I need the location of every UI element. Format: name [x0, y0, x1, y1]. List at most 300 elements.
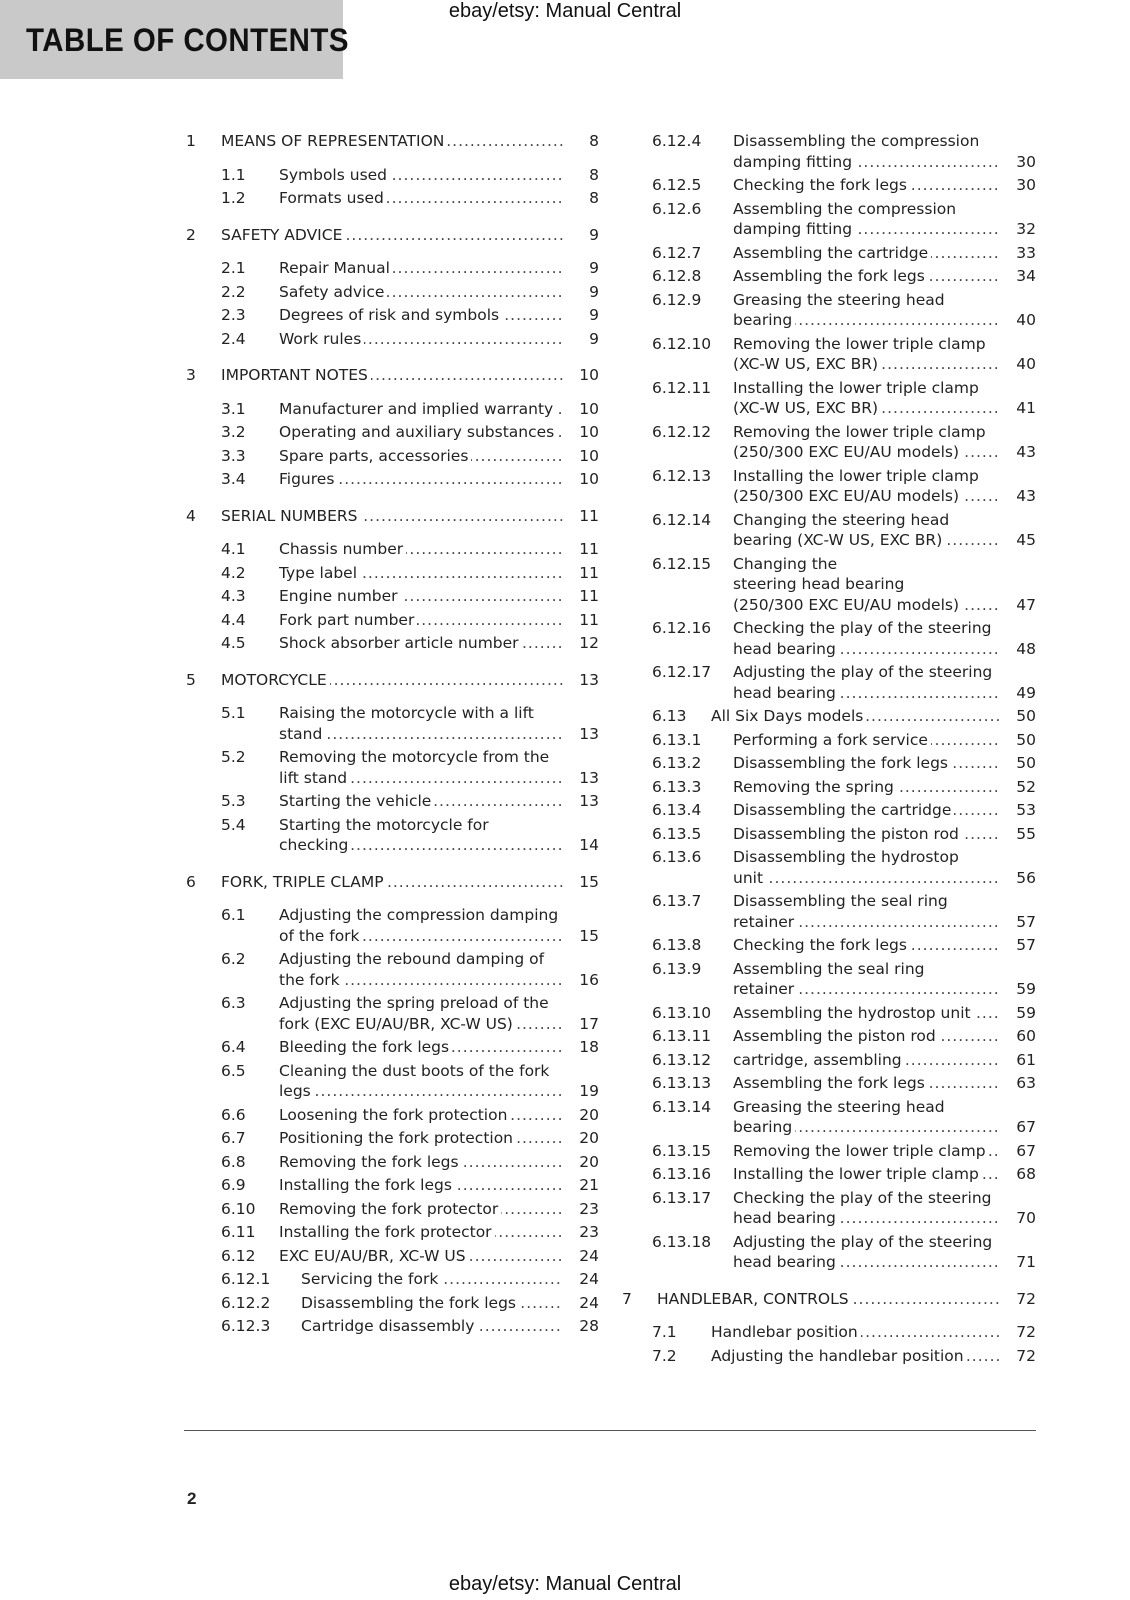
- toc-entry-page: 13: [563, 670, 599, 691]
- toc-entry[interactable]: [622, 935, 1036, 956]
- toc-entry-title-text: retainer: [733, 913, 797, 931]
- toc-entry-title: Raising the motorcycle with a lift: [279, 704, 534, 722]
- toc-entry-title: [733, 979, 1000, 1000]
- toc-entry-title: [733, 800, 1000, 821]
- toc-entry-page: 70: [1000, 1208, 1036, 1229]
- toc-entry-title: [733, 595, 1000, 616]
- toc-entry[interactable]: [186, 399, 599, 420]
- entry-spacer: [186, 654, 599, 657]
- toc-entry-title: [279, 1014, 563, 1035]
- toc-entry-page: 45: [1000, 530, 1036, 551]
- toc-entry-title: Greasing the steering head: [733, 1097, 945, 1116]
- toc-entry-page: 10: [563, 446, 599, 467]
- toc-column-left: [186, 131, 599, 1340]
- toc-entry[interactable]: [186, 282, 599, 303]
- toc-entry-title: Changing the steering head: [733, 510, 950, 529]
- toc-entry[interactable]: [622, 730, 1036, 751]
- toc-entry-number: 5.4: [221, 815, 246, 834]
- toc-entry[interactable]: [622, 1050, 1036, 1071]
- toc-entry-title: [733, 1050, 1000, 1071]
- toc-entry[interactable]: [622, 1208, 1036, 1229]
- toc-entry-title-text: Degrees of risk and symbols: [279, 306, 502, 324]
- toc-entry[interactable]: [186, 563, 599, 584]
- toc-entry-number: 4.2: [221, 563, 246, 582]
- toc-entry-title: [221, 872, 563, 893]
- toc-entry[interactable]: [622, 219, 1036, 240]
- toc-entry-page: 9: [563, 258, 599, 279]
- toc-entry-page: 16: [563, 970, 599, 991]
- toc-entry-title-text: bearing: [733, 1118, 795, 1136]
- toc-column-right: [622, 131, 1036, 1369]
- toc-entry[interactable]: [622, 1164, 1036, 1185]
- toc-entry[interactable]: [622, 1117, 1036, 1138]
- toc-entry-title: [279, 724, 563, 745]
- toc-entry-title: [221, 131, 563, 152]
- toc-entry-page: 21: [563, 1175, 599, 1196]
- toc-entry-title-text: legs: [279, 1082, 314, 1100]
- toc-entry-title-text: Assembling the piston rod: [733, 1027, 939, 1045]
- toc-entry-title: [279, 768, 563, 789]
- toc-entry[interactable]: [622, 398, 1036, 419]
- toc-entry-title: [733, 824, 1000, 845]
- toc-entry-title: [733, 639, 1000, 660]
- toc-entry-number: 6.10: [221, 1199, 256, 1218]
- toc-entry-title: [279, 305, 563, 326]
- toc-entry[interactable]: [622, 1346, 1036, 1367]
- toc-entry-title-text: head bearing: [733, 1209, 839, 1227]
- toc-entry-title: Adjusting the play of the steering: [733, 1232, 993, 1251]
- toc-entry-title: Cleaning the dust boots of the fork: [279, 1061, 550, 1080]
- toc-entry-title: [733, 442, 1000, 463]
- toc-entry-title: Checking the play of the steering: [733, 619, 992, 637]
- toc-entry[interactable]: [186, 1246, 599, 1267]
- toc-entry[interactable]: [622, 290, 1036, 311]
- toc-entry[interactable]: [186, 815, 599, 836]
- toc-entry[interactable]: [622, 175, 1036, 196]
- toc-entry[interactable]: [186, 872, 599, 893]
- toc-entry[interactable]: [622, 310, 1036, 331]
- toc-entry-number: 7.1: [652, 1323, 677, 1341]
- toc-entry[interactable]: [622, 442, 1036, 463]
- toc-entry-title-text: head bearing: [733, 1253, 839, 1271]
- toc-entry-title-text: of the fork: [279, 927, 363, 945]
- toc-entry-number: 4.4: [221, 610, 246, 629]
- toc-entry-number: 6.8: [221, 1152, 246, 1171]
- toc-entry-number: 6.12.17: [652, 663, 712, 681]
- toc-entry-title: [733, 1164, 1000, 1185]
- toc-entry[interactable]: [186, 1128, 599, 1149]
- toc-entry[interactable]: [186, 905, 599, 926]
- toc-entry[interactable]: [186, 1316, 599, 1337]
- toc-entry[interactable]: [622, 777, 1036, 798]
- toc-entry-page: 23: [563, 1199, 599, 1220]
- toc-entry-number: 6.9: [221, 1176, 246, 1194]
- toc-entry[interactable]: [622, 266, 1036, 287]
- toc-entry-title: Adjusting the rebound damping of: [279, 950, 545, 968]
- toc-entry-number: 6.12.15: [652, 554, 712, 573]
- toc-entry[interactable]: [186, 970, 599, 991]
- toc-entry-page: 8: [563, 131, 599, 152]
- toc-entry-number: 2.4: [221, 329, 246, 348]
- toc-entry[interactable]: [622, 847, 1036, 868]
- toc-entry-page: 19: [563, 1081, 599, 1102]
- toc-entry-page: 56: [1000, 868, 1036, 889]
- toc-entry-page: 24: [563, 1293, 599, 1314]
- toc-entry[interactable]: [186, 1037, 599, 1058]
- toc-entry-number: 6.2: [221, 950, 246, 968]
- toc-entry-title: [279, 282, 563, 303]
- toc-entry-page: 47: [1000, 595, 1036, 616]
- toc-entry[interactable]: [622, 1097, 1036, 1118]
- toc-entry-page: 14: [563, 835, 599, 856]
- toc-entry-number: 6.13.3: [652, 777, 702, 796]
- toc-entry-title: Installing the lower triple clamp: [733, 378, 979, 397]
- toc-entry[interactable]: [622, 979, 1036, 1000]
- toc-entry[interactable]: [186, 1061, 599, 1082]
- toc-entry-number: 6.12: [221, 1246, 256, 1265]
- toc-entry[interactable]: [622, 1188, 1036, 1209]
- toc-entry-title: [733, 1073, 1000, 1094]
- toc-entry-title-text: Fork part number: [279, 611, 417, 629]
- toc-entry-title-text: Checking the fork legs: [733, 936, 910, 954]
- toc-entry-title-text: Repair Manual: [279, 259, 393, 277]
- toc-entry-title: [279, 1128, 563, 1149]
- toc-entry[interactable]: [186, 446, 599, 467]
- toc-entry[interactable]: [186, 469, 599, 490]
- toc-entry-number: 2.1: [221, 259, 246, 277]
- toc-entry-title: [279, 1152, 563, 1173]
- toc-entry[interactable]: [622, 422, 1036, 443]
- toc-entry[interactable]: [186, 1014, 599, 1035]
- toc-entry-title-text: All Six Days models: [711, 707, 866, 725]
- toc-entry-title-text: checking: [279, 836, 351, 854]
- toc-entry-number: 6.13.8: [652, 936, 702, 954]
- toc-entry-page: 53: [1000, 800, 1036, 821]
- toc-entry[interactable]: [622, 510, 1036, 531]
- toc-entry-title: [279, 1222, 563, 1243]
- toc-entry-title: [279, 165, 563, 186]
- toc-entry-page: 10: [563, 422, 599, 443]
- toc-entry-number: 6.6: [221, 1105, 246, 1124]
- toc-entry-page: 30: [1000, 175, 1036, 196]
- toc-entry[interactable]: [186, 633, 599, 654]
- toc-entry-number: 6.12.1: [221, 1270, 271, 1288]
- toc-entry-title-text: Performing a fork service: [733, 731, 931, 749]
- toc-entry-title-text: Disassembling the fork legs: [733, 754, 951, 772]
- toc-entry[interactable]: [186, 165, 599, 186]
- toc-entry-page: 23: [563, 1222, 599, 1243]
- toc-entry-title-text: Adjusting the handlebar position: [711, 1347, 967, 1365]
- toc-entry-title-text: EXC EU/AU/BR, XC-W US: [279, 1247, 469, 1265]
- toc-entry-page: 67: [1000, 1141, 1036, 1162]
- toc-entry[interactable]: [186, 703, 599, 724]
- toc-entry[interactable]: [186, 305, 599, 326]
- toc-entry[interactable]: [186, 1293, 599, 1314]
- toc-entry-number: 6.12.14: [652, 510, 712, 529]
- toc-entry[interactable]: [622, 891, 1036, 912]
- toc-entry-page: 30: [1000, 152, 1036, 173]
- toc-entry[interactable]: [622, 466, 1036, 487]
- toc-entry-title: Starting the motorcycle for: [279, 815, 489, 834]
- toc-entry-page: 9: [563, 282, 599, 303]
- toc-entry-title-text: head bearing: [733, 640, 839, 658]
- toc-entry[interactable]: [186, 791, 599, 812]
- toc-entry-title-text: Disassembling the fork legs: [301, 1294, 519, 1312]
- toc-entry-title-text: Engine number: [279, 587, 401, 605]
- toc-entry[interactable]: [186, 539, 599, 560]
- toc-entry-title-text: retainer: [733, 980, 797, 998]
- toc-entry-number: 6.13.12: [652, 1050, 712, 1069]
- toc-entry[interactable]: [622, 662, 1036, 683]
- toc-entry-number: 4.1: [221, 540, 246, 558]
- entry-spacer: [622, 1273, 1036, 1276]
- toc-entry-number: 6.12.7: [652, 243, 702, 262]
- toc-entry[interactable]: [622, 530, 1036, 551]
- toc-entry[interactable]: [622, 486, 1036, 507]
- toc-entry-page: 72: [1000, 1322, 1036, 1343]
- entry-spacer: [186, 349, 599, 352]
- toc-entry-title-text: the fork: [279, 971, 343, 989]
- toc-entry-page: 68: [1000, 1164, 1036, 1185]
- toc-entry[interactable]: [622, 334, 1036, 355]
- toc-entry-number: 6.13: [652, 707, 687, 725]
- toc-entry[interactable]: [622, 595, 1036, 616]
- toc-entry-title: [733, 219, 1000, 240]
- toc-entry[interactable]: [622, 199, 1036, 220]
- toc-entry-page: 55: [1000, 824, 1036, 845]
- toc-entry-title-text: Handlebar position: [711, 1323, 861, 1341]
- footer-rule: [184, 1430, 1036, 1431]
- toc-entry[interactable]: [186, 258, 599, 279]
- toc-entry[interactable]: [622, 574, 1036, 595]
- toc-entry-number: 6.12.8: [652, 267, 702, 285]
- toc-entry[interactable]: [622, 706, 1036, 727]
- toc-entry[interactable]: [186, 768, 599, 789]
- toc-entry-number: 6.13.16: [652, 1165, 712, 1183]
- toc-entry[interactable]: [622, 868, 1036, 889]
- toc-entry[interactable]: [622, 378, 1036, 399]
- toc-entry[interactable]: [186, 329, 599, 350]
- toc-entry-title: [733, 398, 1000, 419]
- toc-entry-title: [279, 258, 563, 279]
- toc-entry-number: 4.3: [221, 587, 246, 605]
- toc-entry-number: 2.3: [221, 306, 246, 324]
- toc-entry-page: 11: [563, 610, 599, 631]
- toc-entry-number: 6.13.1: [652, 730, 702, 749]
- toc-entry-page: 11: [563, 563, 599, 584]
- toc-entry-title: Disassembling the seal ring: [733, 892, 948, 910]
- toc-entry-title-text: cartridge, assembling: [733, 1051, 905, 1069]
- toc-entry[interactable]: [622, 753, 1036, 774]
- toc-entry[interactable]: [622, 554, 1036, 575]
- toc-entry[interactable]: [622, 1322, 1036, 1343]
- toc-entry-number: 6.13.9: [652, 959, 702, 978]
- toc-entry[interactable]: [622, 1141, 1036, 1162]
- toc-entry-title-text: fork (EXC EU/AU/BR, XC-W US): [279, 1015, 516, 1033]
- toc-entry-title: [279, 1037, 563, 1058]
- entry-spacer: [622, 1366, 1036, 1369]
- toc-entry[interactable]: [622, 1289, 1036, 1310]
- toc-entry[interactable]: [622, 1232, 1036, 1253]
- toc-entry-number: 6.13.17: [652, 1188, 712, 1207]
- toc-entry-number: 6.12.4: [652, 132, 702, 150]
- toc-entry-page: 10: [563, 365, 599, 386]
- toc-entry[interactable]: [186, 422, 599, 443]
- toc-entry-title: [733, 175, 1000, 196]
- toc-entry-title: [733, 1208, 1000, 1229]
- toc-entry-page: 49: [1000, 683, 1036, 704]
- toc-entry-number: 6.13.6: [652, 848, 702, 866]
- toc-entry[interactable]: [186, 993, 599, 1014]
- toc-entry[interactable]: [622, 800, 1036, 821]
- toc-entry-number: 1.2: [221, 189, 246, 207]
- toc-entry-title-text: Removing the lower triple clamp: [733, 1142, 989, 1160]
- toc-entry-page: 13: [563, 791, 599, 812]
- toc-entry-title: [221, 365, 563, 386]
- toc-entry-number: 6.12.16: [652, 619, 712, 637]
- toc-entry-page: 9: [563, 329, 599, 350]
- toc-entry-number: 6.13.2: [652, 754, 702, 772]
- toc-entry-title: [733, 1252, 1000, 1273]
- toc-entry[interactable]: [186, 225, 599, 246]
- toc-entry-page: 15: [563, 872, 599, 893]
- toc-entry-title-text: FORK, TRIPLE CLAMP: [221, 873, 387, 891]
- toc-entry-page: 11: [563, 586, 599, 607]
- toc-entry-number: 6.12.9: [652, 290, 702, 309]
- toc-entry-number: 5.1: [221, 704, 246, 722]
- toc-entry[interactable]: [186, 188, 599, 209]
- toc-entry-title-text: Checking the fork legs: [733, 176, 910, 194]
- toc-entry[interactable]: [622, 131, 1036, 152]
- toc-entry-number: 6.13.4: [652, 801, 702, 819]
- toc-entry-number: 6.12.11: [652, 378, 712, 397]
- toc-entry-number: 3.3: [221, 446, 246, 465]
- toc-entry[interactable]: [186, 1222, 599, 1243]
- toc-entry[interactable]: [186, 1175, 599, 1196]
- toc-entry-page: 10: [563, 469, 599, 490]
- toc-entry-title-text: bearing (XC-W US, EXC BR): [733, 531, 945, 549]
- toc-entry[interactable]: [186, 365, 599, 386]
- toc-entry-title: [279, 586, 563, 607]
- toc-entry[interactable]: [186, 1105, 599, 1126]
- toc-entry-number: 6.13.13: [652, 1074, 712, 1092]
- toc-entry-number: 6.12.3: [221, 1317, 271, 1335]
- toc-entry[interactable]: [622, 243, 1036, 264]
- toc-entry-title: [733, 486, 1000, 507]
- toc-entry[interactable]: [622, 1252, 1036, 1273]
- toc-entry-title: [733, 730, 1000, 751]
- toc-entry[interactable]: [622, 824, 1036, 845]
- toc-entry-page: 11: [563, 506, 599, 527]
- toc-entry-title-text: HANDLEBAR, CONTROLS: [657, 1290, 852, 1308]
- toc-entry-title-text: Shock absorber article number: [279, 634, 522, 652]
- toc-entry-number: 1: [186, 132, 196, 150]
- toc-entry-page: 48: [1000, 639, 1036, 660]
- toc-entry[interactable]: [186, 610, 599, 631]
- toc-entry[interactable]: [186, 131, 599, 152]
- toc-entry[interactable]: [622, 152, 1036, 173]
- toc-entry-title: [733, 935, 1000, 956]
- toc-entry-title: [733, 753, 1000, 774]
- toc-entry[interactable]: [186, 506, 599, 527]
- toc-entry-title: [279, 399, 563, 420]
- toc-entry[interactable]: [186, 1199, 599, 1220]
- toc-entry-title-text: Removing the fork legs: [279, 1153, 462, 1171]
- toc-entry-page: 57: [1000, 935, 1036, 956]
- toc-entry[interactable]: [186, 1081, 599, 1102]
- toc-entry-title: [733, 868, 1000, 889]
- toc-entry-title-text: Assembling the fork legs: [733, 267, 928, 285]
- toc-entry-page: 15: [563, 926, 599, 947]
- toc-entry-number: 1.1: [221, 165, 246, 184]
- toc-entry-title: [733, 1141, 1000, 1162]
- toc-entry-title: [711, 706, 1000, 727]
- toc-entry-title: [733, 1026, 1000, 1047]
- toc-entry-page: 9: [563, 305, 599, 326]
- toc-entry-number: 6.1: [221, 906, 246, 924]
- toc-entry-title-text: damping fitting: [733, 220, 855, 238]
- toc-entry[interactable]: [622, 912, 1036, 933]
- toc-entry[interactable]: [186, 724, 599, 745]
- toc-entry-title: [733, 912, 1000, 933]
- toc-entry-page: 40: [1000, 310, 1036, 331]
- toc-entry-number: 6.12.13: [652, 466, 712, 485]
- toc-entry-title: [221, 670, 563, 691]
- toc-entry-page: 20: [563, 1152, 599, 1173]
- toc-entry-number: 4: [186, 506, 196, 525]
- toc-entry[interactable]: [622, 683, 1036, 704]
- toc-entry-page: 40: [1000, 354, 1036, 375]
- toc-entry[interactable]: [186, 586, 599, 607]
- toc-entry-title-text: Formats used: [279, 189, 387, 207]
- toc-entry-title: [301, 1269, 563, 1290]
- toc-entry-title: [711, 1322, 1000, 1343]
- toc-entry-title-text: (250/300 EXC EU/AU models): [733, 596, 962, 614]
- toc-entry-title-text: damping fitting: [733, 153, 855, 171]
- toc-entry[interactable]: [186, 926, 599, 947]
- toc-entry[interactable]: [186, 1269, 599, 1290]
- toc-entry[interactable]: [186, 670, 599, 691]
- toc-entry-title: Disassembling the compression: [733, 132, 980, 150]
- entry-spacer: [186, 1337, 599, 1340]
- toc-entry[interactable]: [622, 354, 1036, 375]
- toc-entry-number: 4.5: [221, 634, 246, 652]
- toc-entry[interactable]: [186, 949, 599, 970]
- toc-entry-number: 6.13.7: [652, 892, 702, 910]
- toc-entry[interactable]: [622, 639, 1036, 660]
- toc-entry-title: Removing the lower triple clamp: [733, 422, 986, 441]
- toc-entry[interactable]: [622, 1073, 1036, 1094]
- toc-entry-number: 6.12.10: [652, 334, 712, 353]
- toc-entry[interactable]: [186, 1152, 599, 1173]
- toc-entry-title: [279, 469, 563, 490]
- toc-entry[interactable]: [622, 959, 1036, 980]
- toc-entry-page: 52: [1000, 777, 1036, 798]
- toc-entry-title-text: Installing the fork legs: [279, 1176, 455, 1194]
- toc-entry-title: Disassembling the hydrostop: [733, 848, 959, 866]
- toc-entry-title: [279, 446, 563, 467]
- toc-entry[interactable]: [186, 835, 599, 856]
- toc-entry-title: [221, 225, 563, 246]
- toc-entry[interactable]: [622, 618, 1036, 639]
- toc-entry[interactable]: [622, 1026, 1036, 1047]
- toc-entry-number: 5: [186, 670, 196, 689]
- toc-entry-title: Checking the play of the steering: [733, 1188, 992, 1207]
- toc-entry[interactable]: [186, 747, 599, 768]
- toc-entry-number: 7: [622, 1289, 632, 1308]
- toc-entry[interactable]: [622, 1003, 1036, 1024]
- toc-entry-page: 61: [1000, 1050, 1036, 1071]
